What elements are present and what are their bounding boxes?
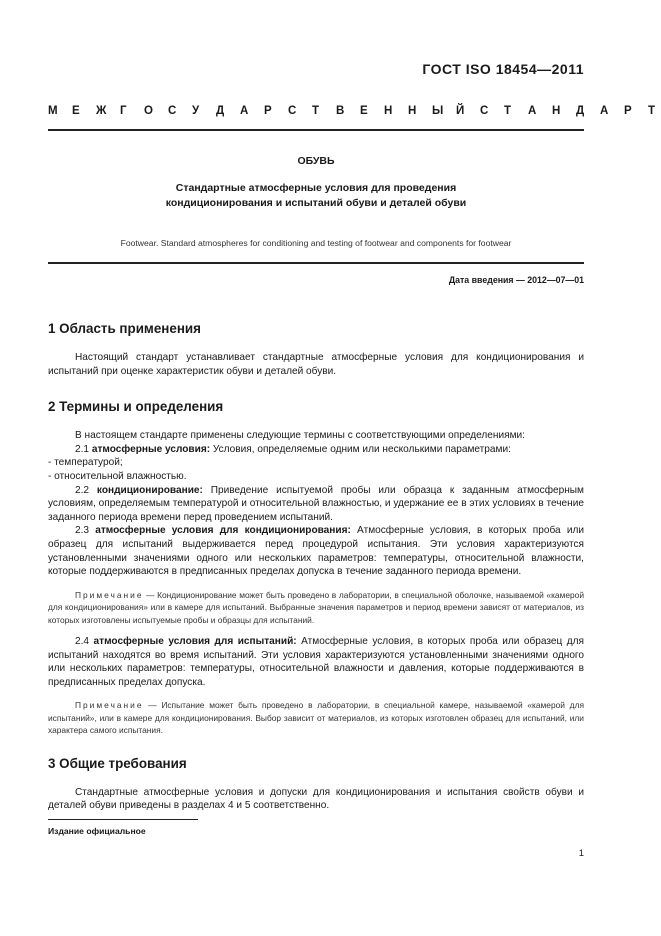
- banner-letter: С: [480, 105, 489, 117]
- banner-letter: Н: [408, 105, 417, 117]
- standard-code: ГОСТ ISO 18454—2011: [422, 61, 584, 77]
- section-2-intro: В настоящем стандарте применены следующие термины с соответствующими определениями:: [75, 430, 525, 442]
- banner-letter: А: [240, 105, 249, 117]
- note-label: Примечание: [75, 700, 144, 711]
- banner-letter: Т: [648, 105, 656, 117]
- header-rule: [48, 129, 584, 131]
- banner-letter: Г: [120, 105, 127, 117]
- banner-letter: Р: [264, 105, 272, 117]
- term-2-3: 2.3 атмосферные условия для кондиционирования: Атмосферные условия, в которых проба или образец для испытаний выдерживается перед процедурой испытания. Эти условия характеризуются установленными значениями одного или нескольких параметров: температуры, относительной влажности, которые поддерживаются в предписанных пределах допуска в течение заданного периода времени.: [48, 525, 584, 578]
- section-3-heading: 3 Общие требования: [48, 755, 187, 771]
- standard-type-word-interstate: [48, 105, 480, 117]
- banner-letter: А: [600, 105, 609, 117]
- banner-letter: С: [288, 105, 297, 117]
- banner-letter: Д: [576, 105, 585, 117]
- banner-letter: Т: [504, 105, 512, 117]
- banner-letter: В: [336, 105, 345, 117]
- term-2-2: 2.2 кондиционирование: Приведение испытуемой пробы или образца к заданным атмосферным условиям, определяемым температурой и относительной влажностью, и удержание ее в этих условиях в течение заданного периода времени перед проведением испытаний.: [48, 484, 585, 523]
- term-2-1-item: - относительной влажностью.: [48, 470, 187, 482]
- banner-letter: Р: [624, 105, 632, 117]
- term-2-1-item: - температурой;: [48, 457, 123, 469]
- section-1-text: Настоящий стандарт устанавливает стандартные атмосферные условия для кондиционирования и испытаний при оценке характеристик обуви и деталей обуви.: [48, 352, 584, 377]
- banner-letter: Ы: [432, 105, 444, 117]
- footer-rule: [48, 819, 198, 820]
- introduction-date: Дата введения — 2012—07—01: [448, 275, 584, 285]
- page-number: 1: [578, 848, 584, 859]
- note-label: Примечание: [75, 589, 144, 600]
- title-rule: [48, 262, 584, 264]
- official-edition-label: Издание официальное: [48, 826, 146, 836]
- term-2-3-name: атмосферные условия для кондиционирования:: [95, 525, 351, 537]
- banner-letter: Ж: [96, 105, 107, 117]
- banner-letter: Т: [312, 105, 320, 117]
- section-1-heading: 1 Область применения: [48, 321, 201, 336]
- term-2-1-name: атмосферные условия:: [91, 443, 211, 455]
- banner-letter: Й: [456, 105, 465, 117]
- section-2-heading: 2 Термины и определения: [48, 399, 224, 415]
- note-1: Примечание — Кондиционирование может быть проведено в лаборатории, в специальной оболочке, называемой «камерой для кондиционирования» или в камере для испытаний. Выбранные значения параметров и период времени зависят от материалов, из которых изготовлены испытуемые пробы и образцы для испытаний.: [48, 589, 584, 625]
- banner-letter: Н: [552, 105, 561, 117]
- banner-letter: Д: [216, 105, 225, 117]
- note-2: Примечание — Испытание может быть проведено в лаборатории, в специальной камере, называемой «камерой для испытаний», или в камере для кондиционирования. Выбор зависит от материалов, из которых изготовлен образец для испытаний, или характера самого испытания.: [48, 700, 584, 736]
- standard-type-word-standard: [480, 105, 661, 117]
- banner-letter: М: [48, 105, 58, 117]
- term-2-1: 2.1 атмосферные условия: Условия, определяемые одним или несколькими параметрами:: [75, 443, 511, 455]
- document-body: [48, 320, 584, 813]
- banner-letter: С: [168, 105, 177, 117]
- term-2-4-name: атмосферные условия для испытаний:: [93, 635, 297, 647]
- term-2-4: 2.4 атмосферные условия для испытаний: Атмосферные условия, в которых проба или образец для испытаний находятся во время испытаний. Эти условия характеризуются установленными значениями одного или нескольких параметров: температуры, относительной влажности и давления, которые поддерживаются в предписанных пределах допуска.: [48, 635, 585, 688]
- term-2-2-name: кондиционирование:: [96, 484, 203, 496]
- banner-letter: У: [192, 105, 200, 117]
- banner-letter: Е: [72, 105, 80, 117]
- title-subtitle: Стандартные атмосферные условия для проведения кондиционирования и испытаний обуви и деталей обуви: [165, 182, 467, 209]
- title-english: Footwear. Standard atmospheres for conditioning and testing of footwear and components for footwear: [120, 238, 512, 248]
- banner-letter: Е: [360, 105, 368, 117]
- banner-letter: О: [144, 105, 153, 117]
- document-title: [48, 154, 584, 211]
- section-3-text: Стандартные атмосферные условия и допуски для кондиционирования и испытания свойств обуви и деталей обуви приведены в разделах 4 и 5 соответственно.: [48, 786, 584, 812]
- banner-letter: Н: [384, 105, 393, 117]
- banner-letter: А: [528, 105, 537, 117]
- standard-type-banner: [48, 105, 656, 117]
- title-main: ОБУВЬ: [297, 155, 335, 167]
